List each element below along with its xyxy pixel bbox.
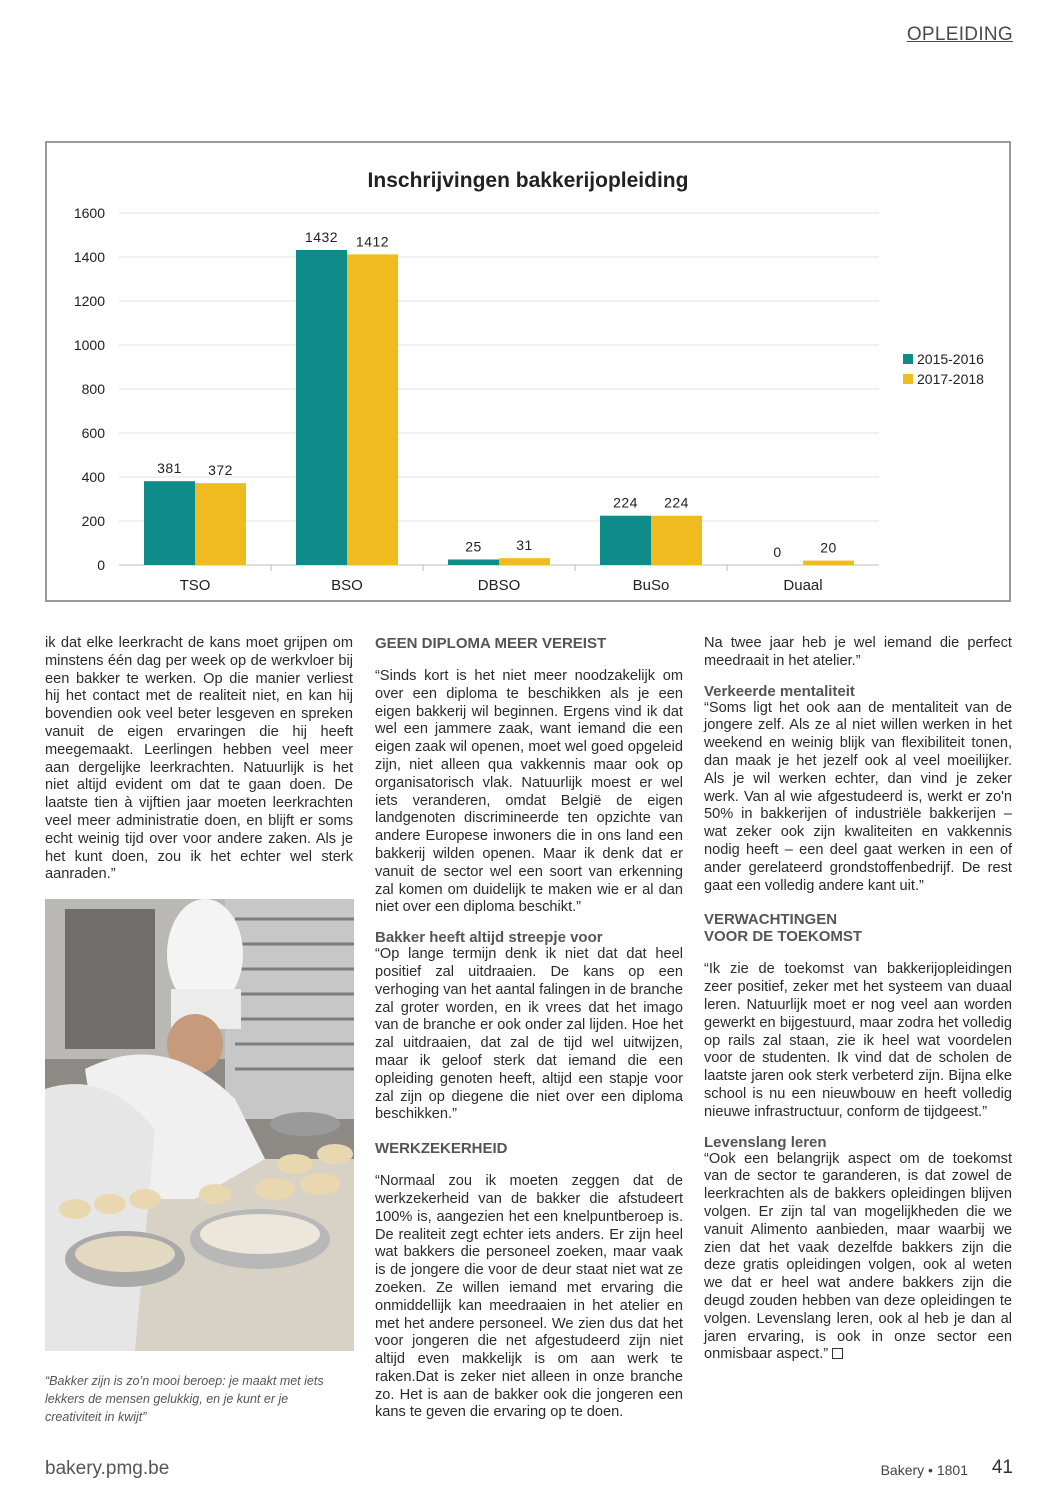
bar (144, 481, 195, 565)
legend-label: 2015-2016 (917, 351, 984, 367)
data-label: 224 (664, 494, 689, 511)
legend-label: 2017-2018 (917, 371, 984, 387)
heading-geen-diploma: GEEN DIPLOMA MEER VEREIST (375, 635, 607, 652)
footer-url: bakery.pmg.be (45, 1458, 170, 1479)
x-tick-label: DBSO (477, 577, 521, 594)
column-3 (704, 635, 1012, 1364)
bar (296, 250, 347, 565)
subheading-verkeerde-mentaliteit: Verkeerde mentaliteit (704, 682, 855, 700)
y-tick-label: 0 (97, 557, 105, 573)
bar (651, 516, 702, 565)
chart-title: Inschrijvingen bakkerijopleiding (367, 169, 689, 192)
x-tick-label: BuSo (632, 577, 670, 594)
x-tick-label: TSO (179, 577, 211, 594)
page-number: 41 (991, 1457, 1013, 1478)
paragraph: “Ik zie de toekomst van bakkerijopleidingen zeer positief, zeker met het systeem van duaal leren. Natuurlijk moet er nog veel aan worden gewerkt en bijgestuurd, maar zodra het volledig op rails zal staan, zie ik heel wat voordelen voor de studenten. Ik vind dat de scholen de laatste jaren ook sterk verbeterd zijn. Bijna elke school is nu een nieuwbouw en heeft volledig nieuwe infrastructuur, conform de tijdgeest.” (704, 961, 1012, 1120)
data-label: 0 (773, 544, 782, 560)
y-tick-label: 1000 (73, 337, 105, 353)
y-tick-label: 1400 (73, 249, 105, 265)
x-tick-label: Duaal (783, 577, 823, 594)
paragraph: ik dat elke leerkracht de kans moet grijpen om minstens één dag per week op de werkvloer bij een bakker te werken. Op die manier verliest hij het contact met de realiteit niet, en kan hij bovendien ook veel beter lesgeven en spreken vanuit de eigen ervaringen die hij heeft meegemaakt. Leerlingen hebben veel meer aan dergelijke leerkrachten. Natuurlijk is het niet altijd evident om dat te gaan doen. De laatste tien à vijftien jaar moeten leerkrachten veel meer administratie doen, en blijft er soms echt weinig tijd over voor andere zaken. Als je het kunt doen, zou ik het echter wel sterk aanraden.” (45, 635, 353, 883)
bar (347, 254, 398, 565)
subheading-levenslang-leren: Levenslang leren (704, 1133, 827, 1151)
y-tick-label: 800 (81, 381, 105, 397)
footer-magazine: Bakery • 1801 (880, 1462, 968, 1478)
y-tick-label: 200 (81, 513, 105, 529)
paragraph: “Normaal zou ik moeten zeggen dat de werkzekerheid van de bakker die afstudeert 100% is, aangezien het een knelpuntberoep is. De realiteit zegt echter iets anders. Er zijn heel wat bakkers die personeel zoeken, maar vaak is de jongere die voor de deur staat niet wat ze zoeken. Ze willen iemand met ervaring die onmiddellijk kan meedraaien in het atelier en met het andere personeel. We zien dus dat het voor jongeren die net afgestudeerd zijn niet altijd even makkelijk is om aan werk te raken.Dat is zeker niet alleen in onze branche zo. Het is aan de bakker ook die jongeren een kans te geven die ervaring op te doen. (375, 1173, 683, 1421)
y-tick-label: 400 (81, 469, 105, 485)
data-label: 224 (613, 494, 638, 511)
bar-chart (45, 141, 1011, 602)
y-tick-label: 1200 (73, 293, 105, 309)
paragraph: “Sinds kort is het niet meer noodzakelijk om over een diploma te beschikken als je een eigen bakkerij wil beginnen. Ergens vind ik dat wel een jammere zaak, want iemand die een eigen zaak wil openen, moet wel goed opgeleid zijn, niet alleen qua vakkennis maar ook op organisatorisch vlak. Natuurlijk moest er wel iets veranderen, omdat België de eigen landgenoten discrimineerde ten opzichte van andere Europese inwoners die in ons land een bakkerij wilden openen. Maar ik denk dat er vanuit de sector wel een soort van erkenning zal komen om duidelijk te maken wie er al dan niet over een diploma beschikt.” (375, 668, 683, 916)
data-label: 1412 (355, 233, 390, 250)
photo-caption: “Bakker zijn is zo’n mooi beroep: je maakt met iets lekkers de mensen gelukkig, en je kunt er je creativiteit in kwijt” (45, 1374, 324, 1424)
data-label: 31 (516, 537, 533, 554)
legend-swatch (903, 374, 913, 384)
column-2 (375, 635, 683, 1422)
data-label: 20 (820, 539, 837, 556)
end-mark-icon (832, 1348, 843, 1359)
data-label: 25 (465, 538, 482, 555)
heading-verwachtingen: VERWACHTINGEN (704, 911, 838, 929)
legend-swatch (903, 354, 913, 364)
section-tag: OPLEIDING (906, 24, 1013, 45)
paragraph: “Soms ligt het ook aan de mentaliteit van de jongere zelf. Als ze al niet willen werken in het weekend en weinig blijk van flexibiliteit tonen, dan maak je het jezelf ook al veel moeilijker. Als je wil werken echter, dan vind je zeker werk. Van al wie afgestudeerd is, werkt er zo'n 50% in bakkerijen of industriële bakkerijen – wat zeker ook zijn kwaliteiten en vakkennis nodig heeft – een deel gaat werken in een of ander gerelateerd grondstoffenbedrijf. De rest gaat een volledig andere kant uit.” (704, 699, 1012, 894)
column-1 (45, 635, 353, 884)
paragraph-text: “Ook een belangrijk aspect om de toekomst van de sector te garanderen, is dat zowel de leerkrachten als de bakkers opleidingen blijven volgen. Er zijn tal van mogelijkheden die we vanuit Alimento aanbieden, maar waarbij we zien dat het vaak dezelfde bakkers zijn die deze gratis opleidingen volgen, ook al weten we dat er heel wat andere bakkers zijn die deugd zouden hebben van deze opleidingen te volgen. Levenslang leren, ook al heb je dan al jaren ervaring, is ook in onze sector een onmisbaar aspect.” (704, 1150, 1012, 1363)
paragraph: “Op lange termijn denk ik niet dat dat heel positief zal uitdraaien. De kans op een verhoging van het aantal falingen in de branche zal groter worden, en ik vrees dat het imago van de branche er ook onder zal lijden. Hoe het zal uitdraaien, dat zal de tijd wel uitwijzen, maar ik geloof sterk dat iemand die een opleiding genoten heeft, altijd een stapje voor zal zijn op diegene die niet over een diploma beschikken.” (375, 946, 683, 1123)
y-tick-label: 600 (81, 425, 105, 441)
paragraph (704, 1151, 1012, 1365)
bar (499, 558, 550, 565)
chart-svg (47, 143, 1009, 600)
paragraph: Na twee jaar heb je wel iemand die perfect meedraait in het atelier.” (704, 635, 1012, 669)
subheading-streepje-voor: Bakker heeft altijd streepje voor (375, 929, 603, 947)
bar (448, 560, 499, 566)
data-label: 381 (157, 460, 182, 477)
heading-werkzekerheid: WERKZEKERHEID (375, 1140, 508, 1158)
bar (195, 483, 246, 565)
bar (803, 561, 854, 565)
baker-photo (45, 899, 354, 1351)
heading-toekomst: VOOR DE TOEKOMST (704, 928, 863, 946)
x-tick-label: BSO (331, 577, 363, 594)
data-label: 1432 (304, 228, 339, 245)
data-label: 372 (208, 462, 233, 479)
y-tick-label: 1600 (73, 205, 105, 221)
bar (600, 516, 651, 565)
